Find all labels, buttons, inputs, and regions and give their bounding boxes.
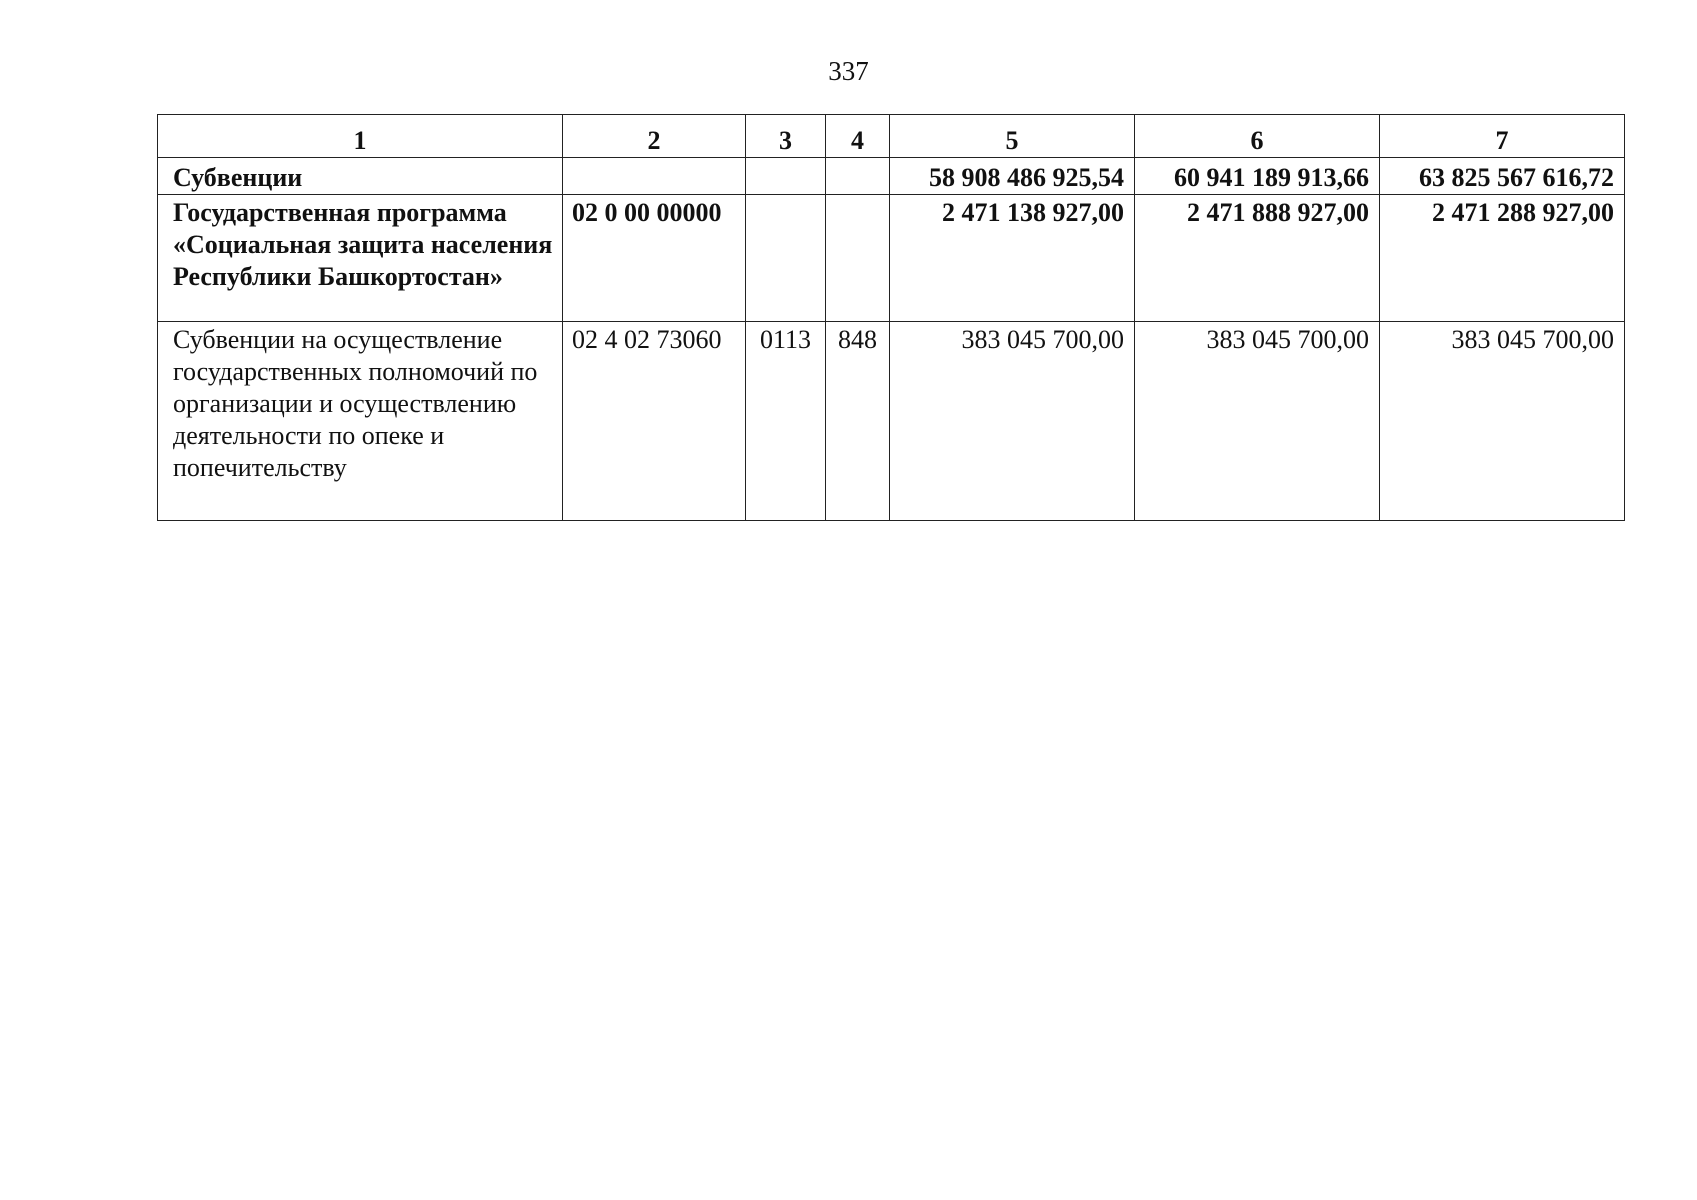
row-section xyxy=(746,195,826,322)
row-type xyxy=(826,195,890,322)
row-value-5: 383 045 700,00 xyxy=(890,322,1135,521)
header-col-1: 1 xyxy=(158,115,563,158)
row-section xyxy=(746,158,826,195)
header-col-2: 2 xyxy=(563,115,746,158)
page-number: 337 xyxy=(828,56,869,86)
row-code xyxy=(563,158,746,195)
table-row xyxy=(158,322,1625,521)
row-value-7: 383 045 700,00 xyxy=(1380,322,1625,521)
row-name: Субвенции xyxy=(158,158,563,195)
row-type: 848 xyxy=(826,322,890,521)
row-section: 0113 xyxy=(746,322,826,521)
header-col-3: 3 xyxy=(746,115,826,158)
header-col-4: 4 xyxy=(826,115,890,158)
row-value-6: 2 471 888 927,00 xyxy=(1135,195,1380,322)
row-value-5: 2 471 138 927,00 xyxy=(890,195,1135,322)
table-row xyxy=(158,158,1625,195)
header-row xyxy=(158,115,1625,158)
header-col-5: 5 xyxy=(890,115,1135,158)
row-name: Государственная программа «Социальная защита населения Республики Башкортостан» xyxy=(158,195,563,322)
row-code: 02 4 02 73060 xyxy=(563,322,746,521)
row-value-5: 58 908 486 925,54 xyxy=(890,158,1135,195)
row-type xyxy=(826,158,890,195)
row-value-7: 63 825 567 616,72 xyxy=(1380,158,1625,195)
table-row xyxy=(158,195,1625,322)
row-name: Субвенции на осуществление государственных полномочий по организации и осуществлению деятельности по опеке и попечительству xyxy=(158,322,563,521)
header-col-7: 7 xyxy=(1380,115,1625,158)
row-code: 02 0 00 00000 xyxy=(563,195,746,322)
row-value-6: 60 941 189 913,66 xyxy=(1135,158,1380,195)
row-value-6: 383 045 700,00 xyxy=(1135,322,1380,521)
row-value-7: 2 471 288 927,00 xyxy=(1380,195,1625,322)
budget-table xyxy=(157,114,1625,521)
header-col-6: 6 xyxy=(1135,115,1380,158)
